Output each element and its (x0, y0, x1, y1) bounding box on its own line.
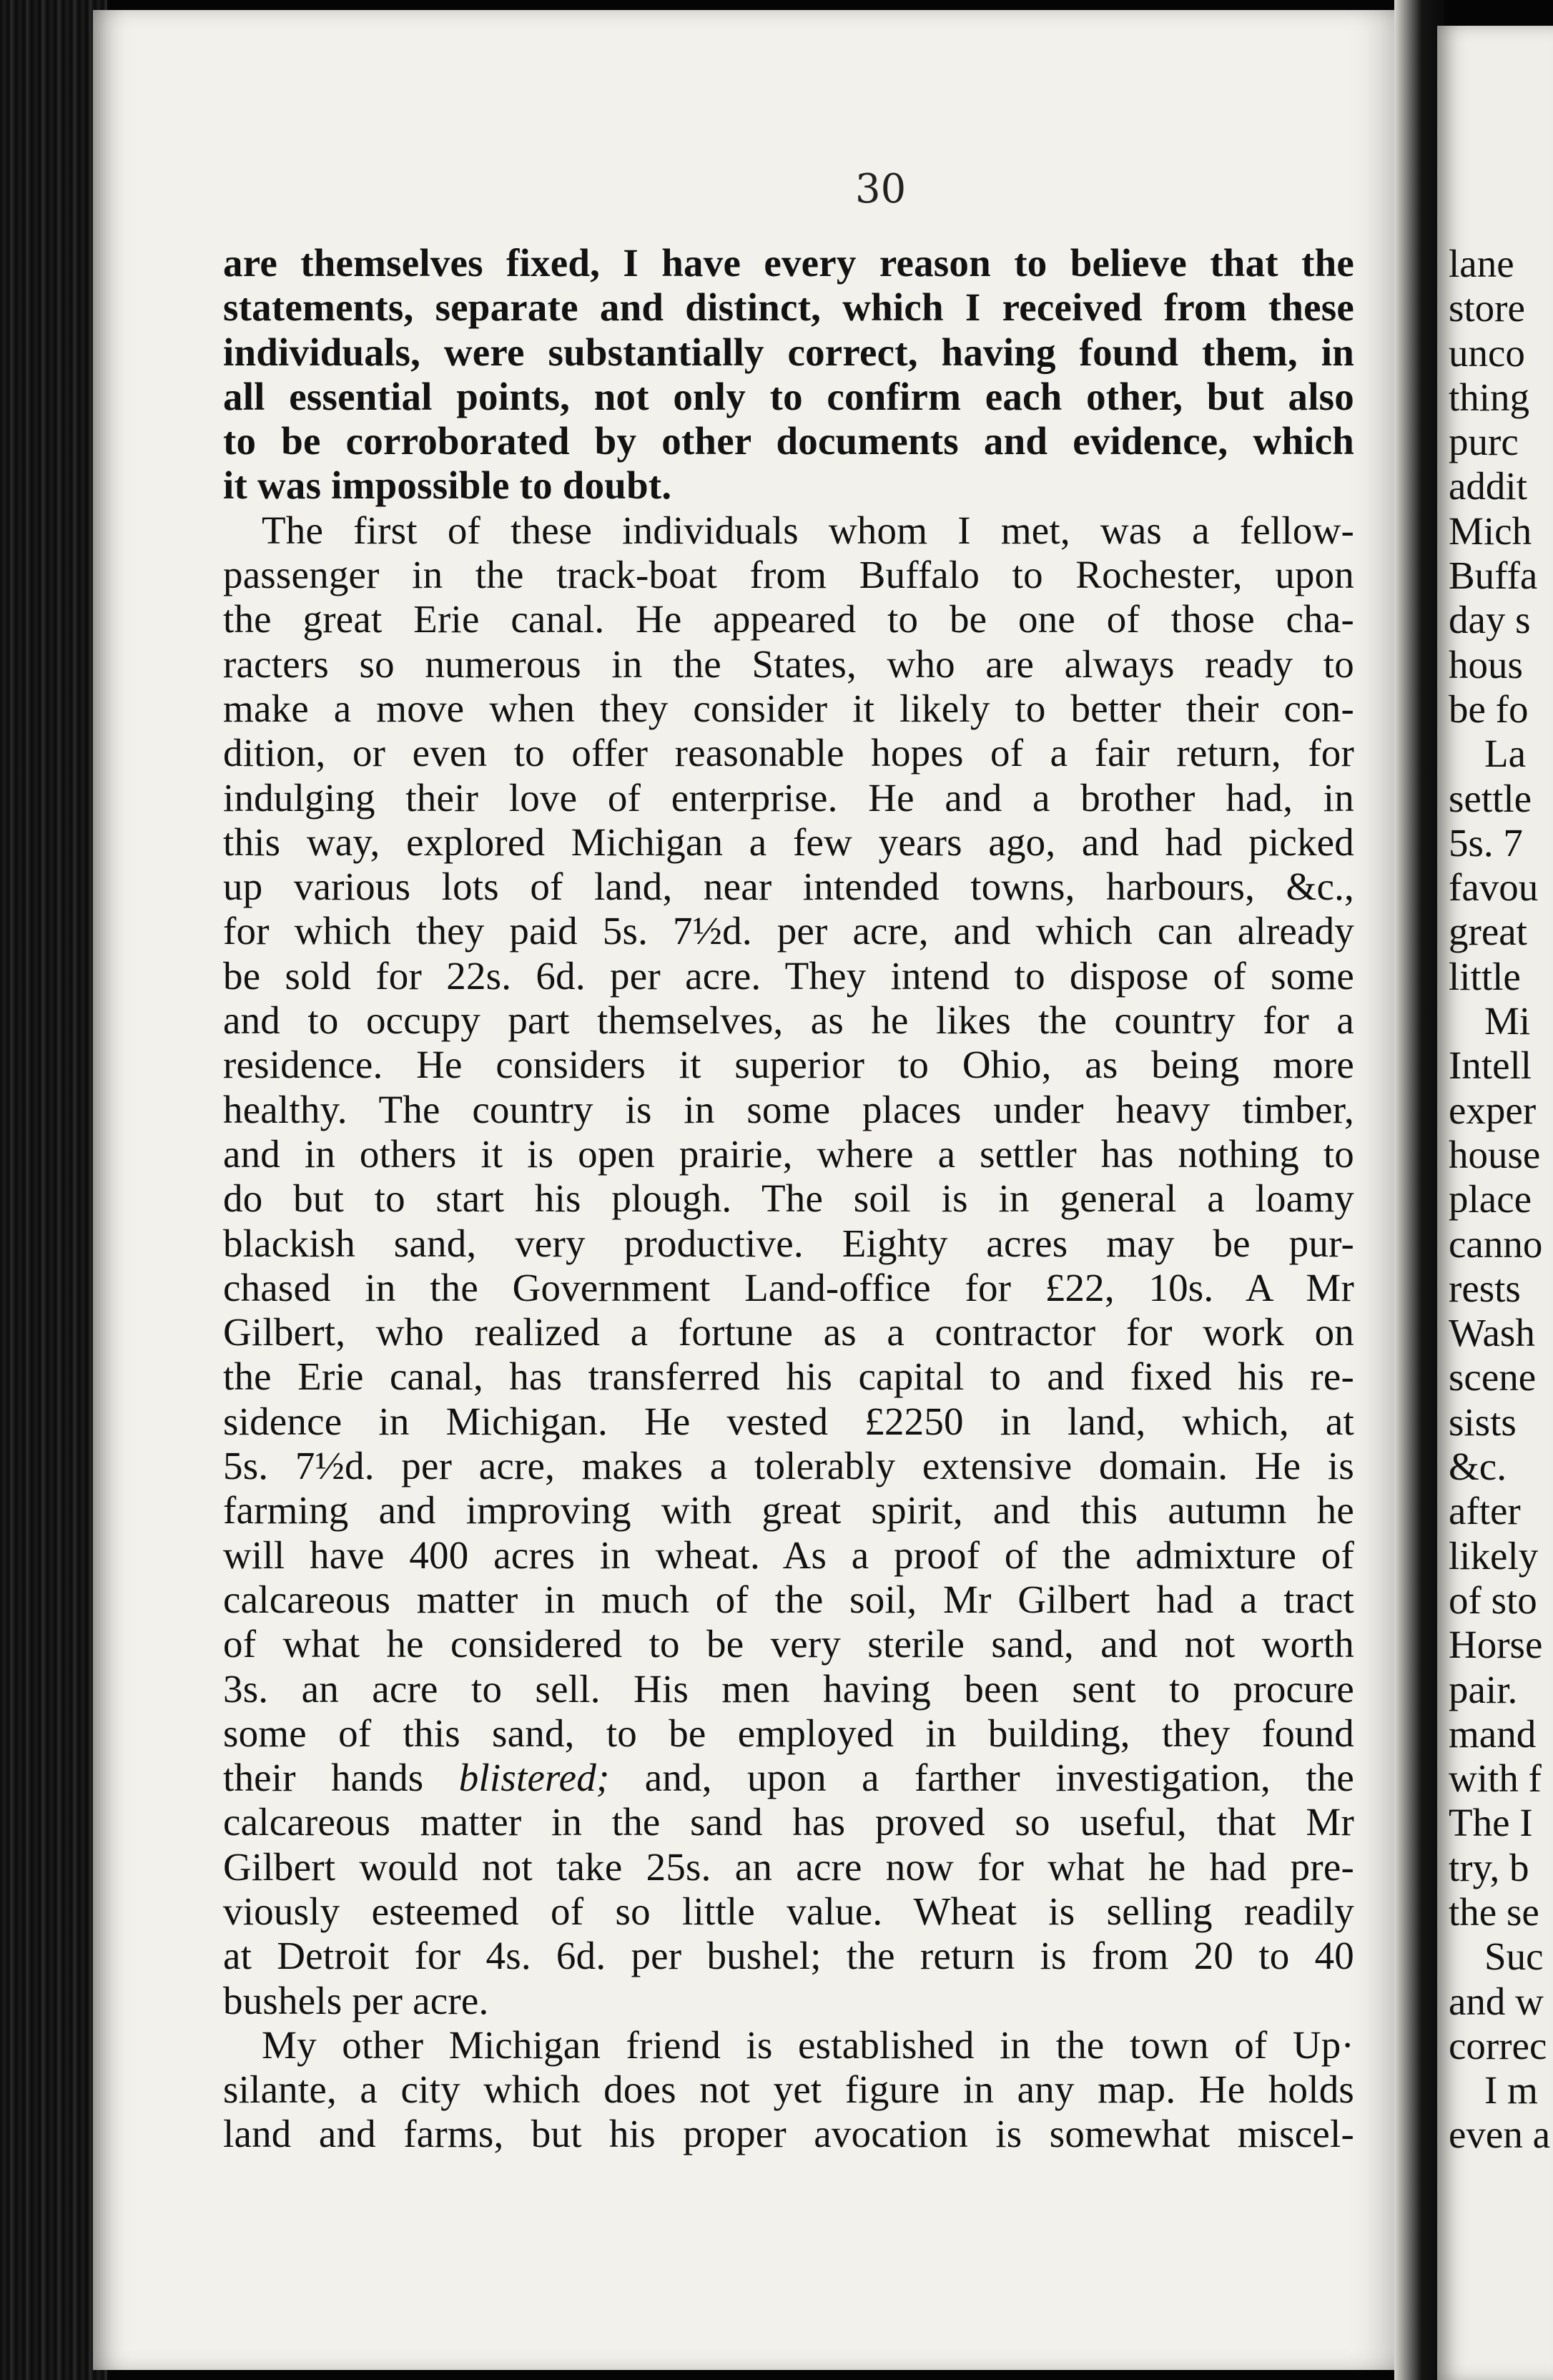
facing-text-line: rests (1449, 1266, 1521, 1310)
facing-text-line: exper (1449, 1088, 1537, 1132)
text-line: healthy. The country is in some places under heavy timber, (223, 1087, 1354, 1131)
facing-text-line: favou (1449, 865, 1539, 910)
text-line: The first of these individuals whom I met, was a fellow- (262, 508, 1354, 552)
text-line: calcareous matter in much of the soil, Mr Gilbert had a tract (223, 1577, 1354, 1621)
facing-text-line: &c. (1449, 1445, 1507, 1489)
facing-text-line: The I (1449, 1801, 1533, 1845)
text-line: the great Erie canal. He appeared to be one of those cha- (223, 597, 1354, 641)
facing-text-line: mand (1449, 1711, 1537, 1756)
text-line: 3s. an acre to sell. His men having been sent to procure (223, 1666, 1354, 1711)
text-line: all essential points, not only to confirm each other, but also (223, 374, 1354, 418)
facing-text-line: even a (1449, 2113, 1550, 2157)
facing-text-line: Buffa (1449, 554, 1538, 598)
text-line: will have 400 acres in wheat. As a proof of the admixture of (223, 1533, 1354, 1577)
text-line: blackish sand, very productive. Eighty acres may be pur- (223, 1221, 1354, 1265)
page-body-text (223, 241, 1354, 2157)
text-line: Gilbert would not take 25s. an acre now for what he had pre- (223, 1844, 1354, 1889)
facing-text-line: house (1449, 1132, 1541, 1176)
facing-text-line: store (1449, 286, 1525, 330)
facing-text-line: day s (1449, 598, 1531, 642)
text-line: of what he considered to be very sterile sand, and not worth (223, 1622, 1354, 1666)
facing-page-text (1449, 242, 1553, 2158)
text-line: passenger in the track-boat from Buffalo to Rochester, upon (223, 553, 1354, 597)
facing-page (1437, 26, 1553, 2380)
facing-text-line: Intell (1449, 1043, 1532, 1088)
text-line: and to occupy part themselves, as he likes the country for a (223, 998, 1354, 1043)
facing-text-line: sists (1449, 1400, 1517, 1444)
text-line: for which they paid 5s. 7½d. per acre, and which can already (223, 909, 1354, 953)
facing-text-line: great (1449, 910, 1527, 954)
text-line: do but to start his plough. The soil is in general a loamy (223, 1176, 1354, 1221)
text-line: indulging their love of enterprise. He and a brother had, in (223, 775, 1354, 820)
facing-text-line: Wash (1449, 1311, 1535, 1355)
text-line: be sold for 22s. 6d. per acre. They intend to dispose of some (223, 953, 1354, 998)
text-line: their hands blistered; and, upon a farther investigation, the (223, 1756, 1355, 1800)
facing-text-line: with f (1449, 1756, 1542, 1801)
text-line: up various lots of land, near intended towns, harbours, &c., (223, 865, 1354, 909)
facing-text-line: settle (1449, 776, 1532, 820)
facing-text-line: I m (1484, 2068, 1538, 2113)
facing-text-line: Mi (1484, 999, 1531, 1043)
facing-text-line: unco (1449, 330, 1525, 375)
text-line: My other Michigan friend is established in the town of Up· (262, 2022, 1354, 2067)
text-line: to be corroborated by other documents and evidence, which (223, 419, 1354, 463)
facing-text-line: Horse (1449, 1623, 1543, 1667)
text-line: viously esteemed of so little value. Wheat is selling readily (223, 1889, 1354, 1933)
facing-text-line: Mich (1449, 508, 1532, 553)
facing-text-line: purc (1449, 420, 1519, 464)
facing-text-line: likely (1449, 1533, 1539, 1578)
facing-text-line: place (1449, 1177, 1532, 1221)
text-line: Gilbert, who realized a fortune as a contractor for work on (223, 1310, 1354, 1354)
text-line: bushels per acre. (223, 1978, 489, 2022)
facing-text-line: after (1449, 1489, 1521, 1533)
facing-text-line: scene (1449, 1355, 1537, 1400)
text-line: statements, separate and distinct, which I received from these (223, 285, 1354, 330)
facing-text-line: thing (1449, 375, 1530, 419)
text-line: it was impossible to doubt. (223, 463, 672, 508)
facing-text-line: and w (1449, 1979, 1544, 2023)
text-line: at Detroit for 4s. 6d. per bushel; the return is from 20 to 40 (223, 1934, 1354, 1978)
facing-text-line: try, b (1449, 1845, 1529, 1889)
text-line: individuals, were substantially correct, having found them, in (223, 330, 1354, 374)
facing-text-line: correc (1449, 2023, 1547, 2067)
facing-text-line: lane (1449, 242, 1514, 285)
facing-text-line: little (1449, 954, 1521, 998)
text-line: farming and improving with great spirit, and this autumn he (223, 1488, 1354, 1533)
text-line: land and farms, but his proper avocation is somewhat miscel- (223, 2112, 1354, 2156)
facing-text-line: canno (1449, 1221, 1543, 1266)
text-line: racters so numerous in the States, who are always ready to (223, 641, 1354, 686)
text-line: chased in the Government Land-office for £22, 10s. A Mr (223, 1265, 1354, 1309)
italic-word: blistered; (458, 1756, 610, 1800)
text-line: the Erie canal, has transferred his capital to and fixed his re- (223, 1354, 1354, 1399)
text-line: dition, or even to offer reasonable hopes of a fair return, for (223, 731, 1354, 775)
facing-text-line: the se (1449, 1889, 1539, 1934)
facing-text-line: addit (1449, 464, 1527, 508)
text-line: residence. He considers it superior to Ohio, as being more (223, 1043, 1354, 1087)
text-line: are themselves fixed, I have every reason to believe that the (223, 241, 1354, 285)
page-number: 30 (855, 166, 907, 212)
facing-text-line: 5s. 7 (1449, 820, 1523, 865)
text-line: some of this sand, to be employed in building, they found (223, 1711, 1354, 1755)
text-line: 5s. 7½d. per acre, makes a tolerably extensive domain. He is (223, 1444, 1354, 1488)
text-line: calcareous matter in the sand has proved so useful, that Mr (223, 1800, 1354, 1844)
facing-text-line: pair. (1449, 1667, 1518, 1711)
text-line: sidence in Michigan. He vested £2250 in land, which, at (223, 1399, 1354, 1443)
facing-text-line: hous (1449, 642, 1523, 687)
facing-text-line: be fo (1449, 687, 1529, 731)
facing-text-line: La (1484, 732, 1527, 776)
text-line: silante, a city which does not yet figure in any map. He holds (223, 2067, 1354, 2112)
text-line: and in others it is open prairie, where a settler has nothing to (223, 1131, 1354, 1176)
facing-text-line: of sto (1449, 1578, 1537, 1622)
text-line: make a move when they consider it likely to better their con- (223, 686, 1354, 730)
binding-edge (0, 0, 107, 2380)
text-line: this way, explored Michigan a few years ago, and had picked (223, 820, 1354, 864)
facing-text-line: Suc (1484, 1934, 1544, 1979)
